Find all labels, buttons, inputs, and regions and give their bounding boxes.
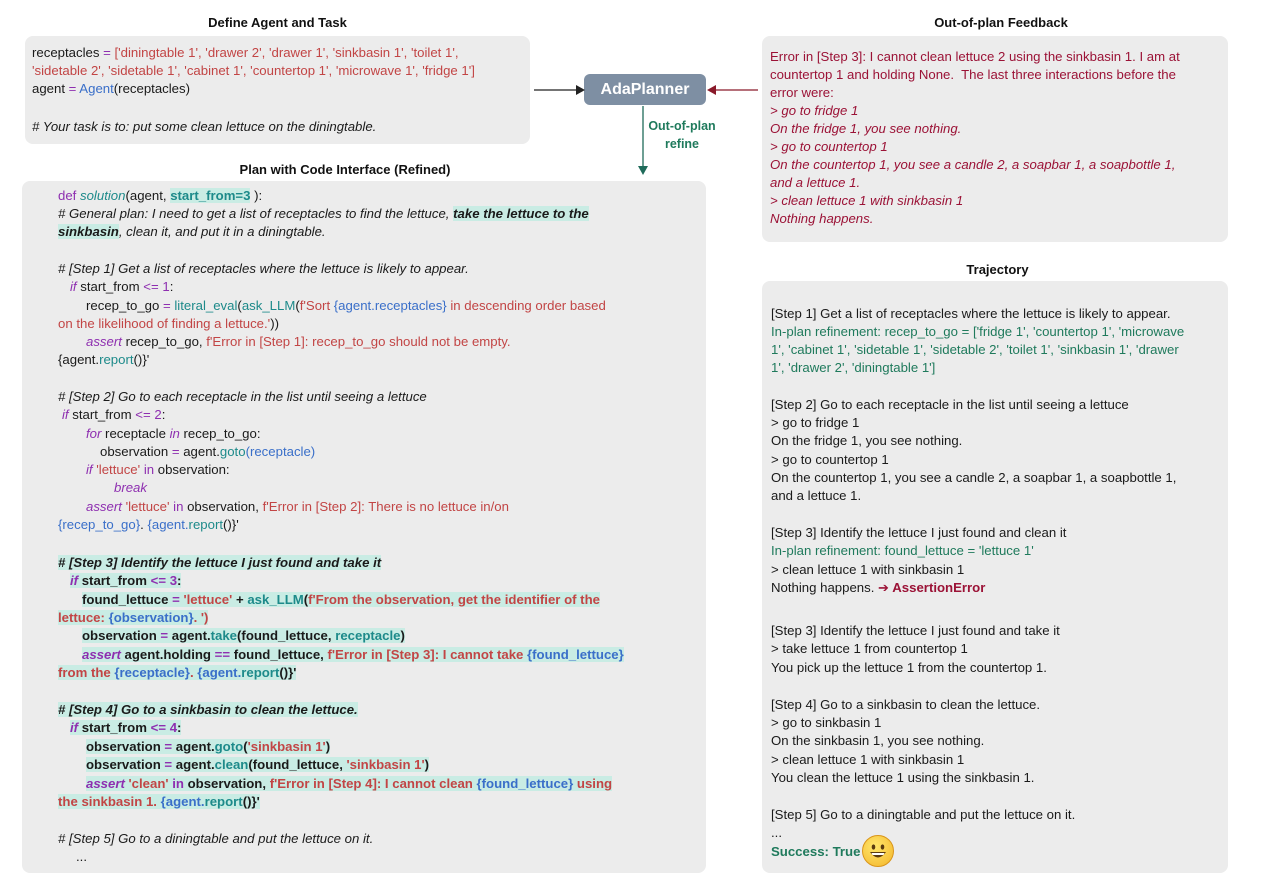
feedback-line: > clean lettuce 1 with sinkbasin 1 bbox=[770, 193, 964, 208]
code-line: def solution(agent, start_from=3 ): bbox=[58, 188, 263, 203]
code-line: {agent.report()}' bbox=[58, 352, 150, 367]
define-line-1: receptacles = ['diningtable 1', 'drawer 2', 'drawer 1', 'sinkbasin 1', 'toilet 1', bbox=[32, 45, 459, 60]
refine-label bbox=[640, 117, 724, 153]
feedback-line: Nothing happens. bbox=[770, 211, 874, 226]
code-line: if start_from <= 3: bbox=[70, 573, 182, 588]
code-comment-step3: # [Step 3] Identify the lettuce I just found and take it bbox=[58, 555, 382, 570]
code-line: from the {receptacle}. {agent.report()}' bbox=[58, 665, 297, 680]
code-line: # General plan: I need to get a list of receptacles to find the lettuce, take the lettuce to the bbox=[58, 206, 589, 221]
code-line: if start_from <= 4: bbox=[70, 720, 182, 735]
code-line: on the likelihood of finding a lettuce.')) bbox=[58, 316, 279, 331]
trajectory-box bbox=[762, 281, 1228, 873]
code-line: recep_to_go = literal_eval(ask_LLM(f'Sort {agent.receptacles} in descending order based bbox=[86, 298, 606, 313]
code-line: for receptacle in recep_to_go: bbox=[86, 426, 261, 441]
traj-line: On the sinkbasin 1, you see nothing. bbox=[771, 733, 985, 748]
traj-refinement-line: In-plan refinement: found_lettuce = 'lettuce 1' bbox=[771, 543, 1034, 558]
adaplanner-node: AdaPlanner bbox=[584, 74, 706, 105]
arrow-left-icon bbox=[706, 82, 762, 98]
feedback-line: error were: bbox=[770, 85, 834, 100]
code-line: break bbox=[114, 480, 147, 495]
feedback-line: and a lettuce 1. bbox=[770, 175, 861, 190]
grinning-face-icon bbox=[862, 835, 894, 867]
code-line: the sinkbasin 1. {agent.report()}' bbox=[58, 794, 260, 809]
feedback-line: countertop 1 and holding None. The last three interactions before the bbox=[770, 67, 1176, 82]
traj-line: and a lettuce 1. bbox=[771, 488, 862, 503]
code-comment-step2: # [Step 2] Go to each receptacle in the list until seeing a lettuce bbox=[58, 389, 427, 404]
arrow-right-icon bbox=[530, 82, 586, 98]
code-comment-step1: # [Step 1] Get a list of receptacles where the lettuce is likely to appear. bbox=[58, 261, 469, 276]
assertion-error-label: AssertionError bbox=[889, 580, 986, 595]
traj-line: On the fridge 1, you see nothing. bbox=[771, 433, 963, 448]
plan-heading: Plan with Code Interface (Refined) bbox=[239, 162, 451, 177]
code-line: assert 'lettuce' in observation, f'Error in [Step 2]: There is no lettuce in/on bbox=[86, 499, 509, 514]
traj-line: > clean lettuce 1 with sinkbasin 1 bbox=[771, 752, 965, 767]
code-line: if 'lettuce' in observation: bbox=[86, 462, 230, 477]
code-line: if start_from <= 2: bbox=[62, 407, 166, 422]
feedback-line: On the fridge 1, you see nothing. bbox=[770, 121, 962, 136]
traj-line: ... bbox=[771, 825, 782, 840]
code-line: lettuce: {observation}. ') bbox=[58, 610, 209, 625]
feedback-box bbox=[762, 36, 1228, 242]
traj-line: > go to fridge 1 bbox=[771, 415, 860, 430]
code-line: observation = agent.take(found_lettuce, receptacle) bbox=[82, 628, 405, 643]
traj-line: [Step 3] Identify the lettuce I just found and clean it bbox=[771, 525, 1067, 540]
define-agent-heading: Define Agent and Task bbox=[208, 15, 347, 30]
task-description: # Your task is to: put some clean lettuce on the diningtable. bbox=[32, 119, 377, 134]
traj-line: > take lettuce 1 from countertop 1 bbox=[771, 641, 968, 656]
traj-line: > go to countertop 1 bbox=[771, 452, 889, 467]
code-line: assert agent.holding == found_lettuce, f'Error in [Step 3]: I cannot take {found_lettuce} bbox=[82, 647, 624, 662]
define-line-2: 'sidetable 2', 'sidetable 1', 'cabinet 1', 'countertop 1', 'microwave 1', 'fridge 1'] bbox=[32, 63, 475, 78]
refine-label-line-1: Out-of-plan bbox=[648, 119, 716, 133]
feedback-heading: Out-of-plan Feedback bbox=[934, 15, 1068, 30]
arrow-right-icon: ➔ bbox=[878, 580, 890, 595]
code-line: observation = agent.goto(receptacle) bbox=[100, 444, 316, 459]
traj-line: [Step 4] Go to a sinkbasin to clean the lettuce. bbox=[771, 697, 1041, 712]
code-ellipsis: ... bbox=[76, 849, 87, 864]
code-comment-step4: # [Step 4] Go to a sinkbasin to clean the lettuce. bbox=[58, 702, 358, 717]
success-label: Success: True bbox=[771, 844, 861, 859]
code-line: sinkbasin, clean it, and put it in a diningtable. bbox=[58, 224, 326, 239]
traj-refinement-line: 1', 'drawer 2', 'diningtable 1'] bbox=[771, 360, 936, 375]
trajectory-heading: Trajectory bbox=[966, 262, 1029, 277]
traj-line: > go to sinkbasin 1 bbox=[771, 715, 882, 730]
traj-line: [Step 3] Identify the lettuce I just found and take it bbox=[771, 623, 1060, 638]
feedback-line: > go to fridge 1 bbox=[770, 103, 859, 118]
traj-line: Nothing happens. ➔ AssertionError bbox=[771, 580, 986, 595]
traj-line: > clean lettuce 1 with sinkbasin 1 bbox=[771, 562, 965, 577]
traj-line: You clean the lettuce 1 using the sinkbasin 1. bbox=[771, 770, 1035, 785]
traj-line: You pick up the lettuce 1 from the countertop 1. bbox=[771, 660, 1047, 675]
feedback-line: Error in [Step 3]: I cannot clean lettuce 2 using the sinkbasin 1. I am at bbox=[770, 49, 1180, 64]
feedback-line: On the countertop 1, you see a candle 2, a soapbar 1, a soapbottle 1, bbox=[770, 157, 1176, 172]
define-agent-box bbox=[25, 36, 530, 144]
refine-label-line-2: refine bbox=[664, 137, 700, 151]
traj-line: [Step 2] Go to each receptacle in the list until seeing a lettuce bbox=[771, 397, 1129, 412]
code-line: assert 'clean' in observation, f'Error in [Step 4]: I cannot clean {found_lettuce} using bbox=[86, 776, 613, 791]
code-line: assert recep_to_go, f'Error in [Step 1]: recep_to_go should not be empty. bbox=[86, 334, 511, 349]
traj-refinement-line: In-plan refinement: recep_to_go = ['fridge 1', 'countertop 1', 'microwave bbox=[771, 324, 1185, 339]
code-line: {recep_to_go}. {agent.report()}' bbox=[58, 517, 239, 532]
traj-line: [Step 1] Get a list of receptacles where the lettuce is likely to appear. bbox=[771, 306, 1171, 321]
define-line-3: agent = Agent(receptacles) bbox=[32, 81, 191, 96]
traj-line: On the countertop 1, you see a candle 2, a soapbar 1, a soapbottle 1, bbox=[771, 470, 1177, 485]
code-line: found_lettuce = 'lettuce' + ask_LLM(f'From the observation, get the identifier of the bbox=[82, 592, 600, 607]
code-line: observation = agent.clean(found_lettuce, 'sinkbasin 1') bbox=[86, 757, 430, 772]
code-comment-step5: # [Step 5] Go to a diningtable and put the lettuce on it. bbox=[58, 831, 374, 846]
plan-code-box bbox=[22, 181, 706, 873]
code-line: if start_from <= 1: bbox=[70, 279, 174, 294]
traj-refinement-line: 1', 'cabinet 1', 'sidetable 1', 'sidetable 2', 'toilet 1', 'sinkbasin 1', 'drawer bbox=[771, 342, 1179, 357]
code-line: observation = agent.goto('sinkbasin 1') bbox=[86, 739, 331, 754]
traj-line: [Step 5] Go to a diningtable and put the lettuce on it. bbox=[771, 807, 1076, 822]
feedback-line: > go to countertop 1 bbox=[770, 139, 888, 154]
